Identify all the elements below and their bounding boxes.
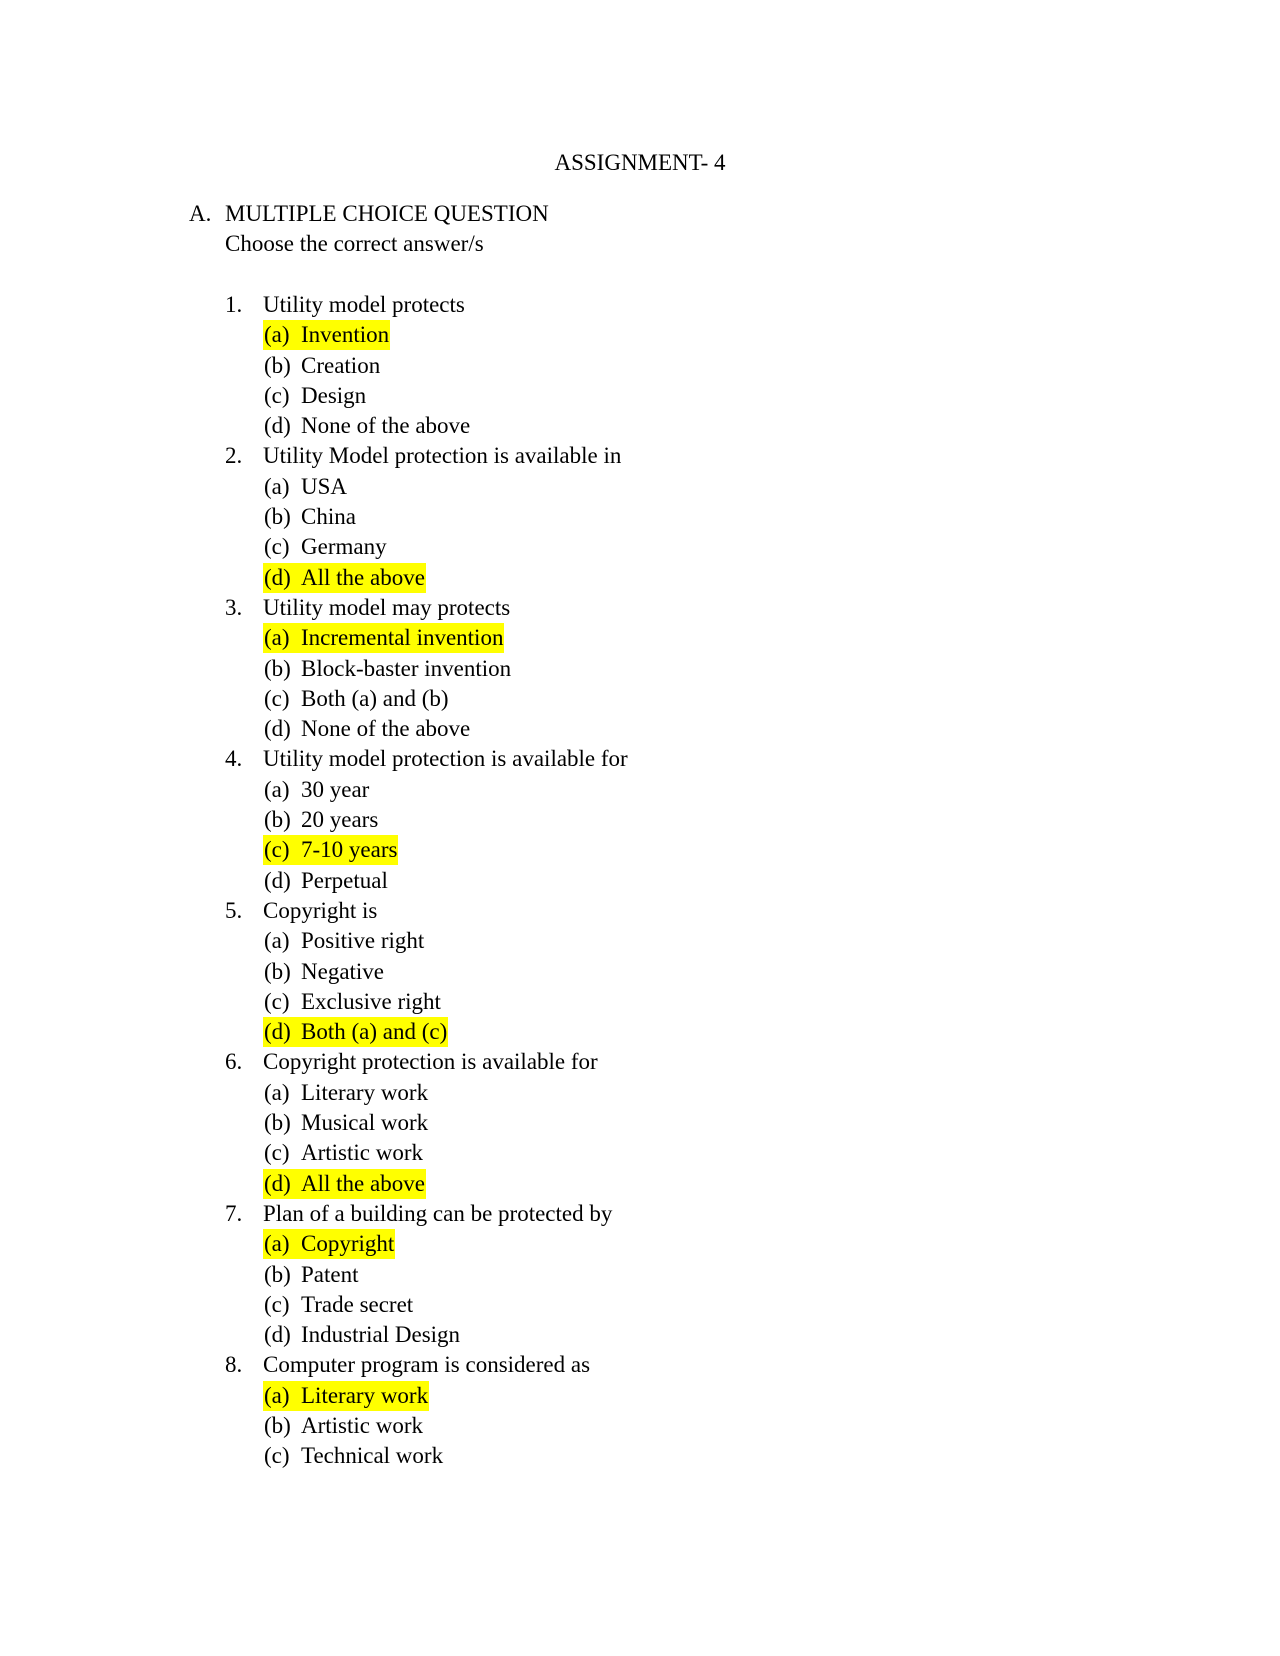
option — [263, 1441, 444, 1471]
option-label: (a) — [264, 1231, 290, 1257]
option-row — [0, 1320, 1280, 1350]
question-number: 3. — [225, 594, 243, 620]
option-label: (c) — [264, 988, 290, 1014]
option-row — [0, 1290, 1280, 1320]
question-number: 8. — [225, 1352, 243, 1378]
option-row — [0, 1411, 1280, 1441]
option-row — [0, 1381, 1280, 1411]
option-label: (b) — [264, 958, 291, 984]
option-text: Block-baster invention — [301, 655, 512, 681]
question-number: 5. — [225, 897, 243, 923]
option-row — [0, 502, 1280, 532]
option-correct-highlighted — [263, 1169, 426, 1199]
option-correct-highlighted — [263, 563, 426, 593]
option-label: (a) — [264, 928, 290, 954]
option — [263, 351, 381, 381]
option — [263, 1138, 424, 1168]
option — [263, 1078, 429, 1108]
option-text: Industrial Design — [301, 1322, 461, 1348]
option-label: (d) — [264, 413, 291, 439]
option-text: Invention — [301, 322, 390, 348]
option-text: Positive right — [301, 928, 425, 954]
option-row — [0, 775, 1280, 805]
option-label: (a) — [264, 473, 290, 499]
option-text: Literary work — [301, 1079, 429, 1105]
option-label: (d) — [264, 1019, 291, 1045]
option — [263, 1260, 360, 1290]
question-number: 6. — [225, 1049, 243, 1075]
option-text: Copyright — [301, 1231, 395, 1257]
question-item — [0, 1047, 1280, 1077]
question-text: Computer program is considered as — [263, 1352, 591, 1378]
option — [263, 1108, 429, 1138]
option-text: Artistic work — [301, 1140, 424, 1166]
option-label: (d) — [264, 867, 291, 893]
option-label: (c) — [264, 837, 290, 863]
option-text: Incremental invention — [301, 625, 504, 651]
option — [263, 805, 379, 835]
question-text: Copyright is — [263, 897, 378, 923]
option-text: Germany — [301, 534, 387, 560]
option-text: Design — [301, 382, 367, 408]
option-row — [0, 381, 1280, 411]
option-label: (a) — [264, 776, 290, 802]
question-item — [0, 896, 1280, 926]
question-number: 7. — [225, 1200, 243, 1226]
option-text: Creation — [301, 352, 381, 378]
option-label: (c) — [264, 685, 290, 711]
option-row — [0, 1078, 1280, 1108]
option — [263, 684, 450, 714]
option-row — [0, 835, 1280, 865]
option-label: (c) — [264, 1443, 290, 1469]
option-correct-highlighted — [263, 320, 390, 350]
option-row — [0, 532, 1280, 562]
option-correct-highlighted — [263, 623, 504, 653]
option-label: (a) — [264, 1382, 290, 1408]
option — [263, 987, 442, 1017]
option-row — [0, 714, 1280, 744]
option-row — [0, 926, 1280, 956]
option-label: (c) — [264, 382, 290, 408]
option-row — [0, 472, 1280, 502]
option-row — [0, 411, 1280, 441]
option-text: Exclusive right — [301, 988, 441, 1014]
option-label: (a) — [264, 1079, 290, 1105]
option-row — [0, 623, 1280, 653]
option-label: (b) — [264, 504, 291, 530]
option-label: (d) — [264, 1322, 291, 1348]
option-text: 20 years — [301, 807, 379, 833]
option-row — [0, 1108, 1280, 1138]
option-label: (a) — [264, 322, 290, 348]
option-row — [0, 987, 1280, 1017]
option — [263, 472, 348, 502]
page-title: ASSIGNMENT- 4 — [554, 150, 726, 175]
question-text: Utility model protection is available for — [263, 746, 628, 772]
question-item — [0, 1199, 1280, 1229]
question-item — [0, 290, 1280, 320]
option-row — [0, 654, 1280, 684]
option — [263, 1411, 424, 1441]
section-heading — [189, 200, 549, 228]
option-label: (b) — [264, 352, 291, 378]
option-label: (d) — [264, 564, 291, 590]
option-label: (b) — [264, 1412, 291, 1438]
option-text: Both (a) and (c) — [301, 1019, 448, 1045]
option-label: (c) — [264, 534, 290, 560]
option — [263, 411, 471, 441]
question-number: 1. — [225, 292, 243, 317]
option-text: Artistic work — [301, 1412, 424, 1438]
option-text: All the above — [301, 1170, 425, 1196]
section-letter: A. — [189, 201, 212, 226]
option — [263, 654, 512, 684]
option-row — [0, 1017, 1280, 1047]
option-label: (b) — [264, 807, 291, 833]
option-row — [0, 320, 1280, 350]
option-correct-highlighted — [263, 1229, 395, 1259]
option-row — [0, 1260, 1280, 1290]
option-label: (b) — [264, 655, 291, 681]
option — [263, 714, 471, 744]
option-text: Both (a) and (b) — [301, 685, 449, 711]
option-row — [0, 1138, 1280, 1168]
option — [263, 926, 425, 956]
option-text: Literary work — [301, 1382, 429, 1408]
option — [263, 381, 367, 411]
option-row — [0, 1441, 1280, 1471]
option-row — [0, 684, 1280, 714]
option-label: (c) — [264, 1291, 290, 1317]
question-item — [0, 593, 1280, 623]
option-label: (b) — [264, 1110, 291, 1136]
option — [263, 1320, 461, 1350]
option-correct-highlighted — [263, 1017, 448, 1047]
option-label: (d) — [264, 716, 291, 742]
question-item — [0, 744, 1280, 774]
option-text: 7-10 years — [301, 837, 398, 863]
option-correct-highlighted — [263, 1381, 429, 1411]
question-text: Copyright protection is available for — [263, 1049, 598, 1075]
question-text: Utility Model protection is available in — [263, 443, 622, 469]
question-item — [0, 441, 1280, 471]
option-label: (d) — [264, 1170, 291, 1196]
option-text: Technical work — [301, 1443, 444, 1469]
option-text: Negative — [301, 958, 385, 984]
option — [263, 957, 385, 987]
option-row — [0, 351, 1280, 381]
option-text: 30 year — [301, 776, 370, 802]
option-row — [0, 957, 1280, 987]
section-heading-text: MULTIPLE CHOICE QUESTION — [225, 201, 549, 226]
option — [263, 502, 357, 532]
question-number: 4. — [225, 746, 243, 772]
option-label: (b) — [264, 1261, 291, 1287]
question-text: Utility model may protects — [263, 594, 511, 620]
option-text: None of the above — [301, 716, 471, 742]
option-text: Perpetual — [301, 867, 388, 893]
option-label: (a) — [264, 625, 290, 651]
question-text: Utility model protects — [263, 292, 465, 317]
section-instruction: Choose the correct answer/s — [225, 231, 484, 256]
option — [263, 866, 389, 896]
option-text: None of the above — [301, 413, 471, 439]
option-text: China — [301, 504, 356, 530]
option-row — [0, 1229, 1280, 1259]
option — [263, 1290, 414, 1320]
option-row — [0, 805, 1280, 835]
option-label: (c) — [264, 1140, 290, 1166]
question-number: 2. — [225, 443, 243, 469]
option-text: Musical work — [301, 1110, 429, 1136]
option-text: Trade secret — [301, 1291, 414, 1317]
option — [263, 775, 370, 805]
option-text: USA — [301, 473, 348, 499]
option-row — [0, 866, 1280, 896]
option — [263, 532, 388, 562]
option-row — [0, 1169, 1280, 1199]
question-item — [0, 1350, 1280, 1380]
option-text: All the above — [301, 564, 425, 590]
option-correct-highlighted — [263, 835, 398, 865]
option-text: Patent — [301, 1261, 359, 1287]
question-text: Plan of a building can be protected by — [263, 1200, 613, 1226]
option-row — [0, 563, 1280, 593]
question-list — [0, 290, 1280, 1472]
